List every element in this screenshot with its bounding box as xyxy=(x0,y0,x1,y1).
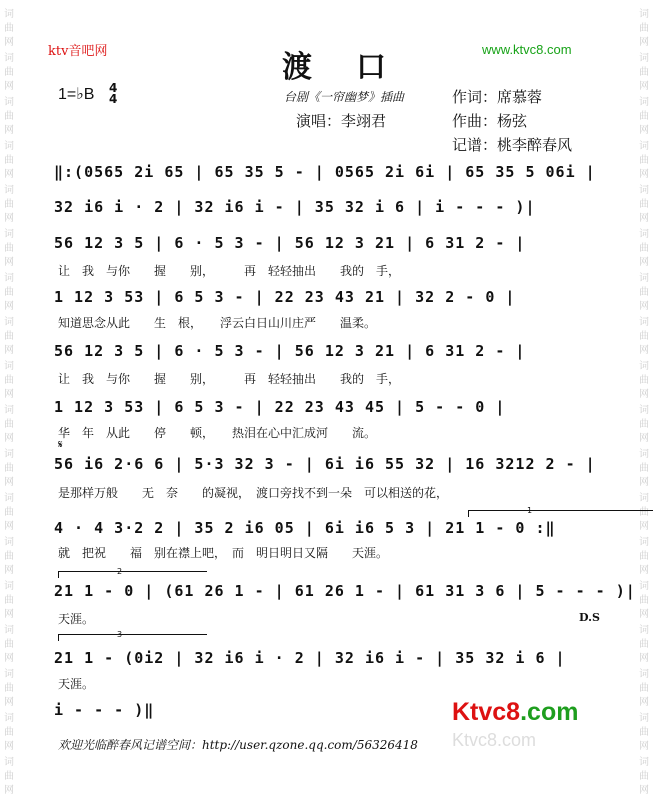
watermark-char: 曲 xyxy=(639,67,649,78)
watermark-char: 词 xyxy=(639,53,649,64)
watermark-char: 网 xyxy=(4,521,14,532)
music-line: 4 · 4 3·2 2 | 35 2 i6 05 | 6i i6 5 3 | 21 1 - 0 :‖ xyxy=(54,519,556,537)
watermark-char: 网 xyxy=(4,301,14,312)
watermark-char: 网 xyxy=(4,477,14,488)
watermark-char: 词 xyxy=(4,97,14,108)
watermark-char: 网 xyxy=(639,257,649,268)
volta-number: 3 xyxy=(117,630,123,639)
music-line: 1 12 3 53 | 6 5 3 - | 22 23 43 45 | 5 - - 0 | xyxy=(54,398,506,416)
transcriber: 记谱：桃李醉春风 xyxy=(452,136,573,154)
watermark-char: 曲 xyxy=(4,639,14,650)
watermark-char: 词 xyxy=(639,317,649,328)
watermark-char: 词 xyxy=(639,713,649,724)
watermark-char: 网 xyxy=(4,81,14,92)
music-line: 56 i6 2·6 6 | 5·3 32 3 - | 6i i6 55 32 | 16 3212 2 - | xyxy=(54,455,596,473)
watermark-char: 曲 xyxy=(4,199,14,210)
watermark-char: 词 xyxy=(4,493,14,504)
watermark-char: 网 xyxy=(4,257,14,268)
lyric-line: 天涯。 xyxy=(58,677,95,691)
watermark-char: 曲 xyxy=(4,375,14,386)
watermark-char: 曲 xyxy=(4,463,14,474)
watermark-char: 网 xyxy=(4,433,14,444)
watermark-char: 网 xyxy=(639,477,649,488)
meter-bottom: 4 xyxy=(109,92,118,106)
watermark-char: 网 xyxy=(639,653,649,664)
watermark-char: 曲 xyxy=(4,243,14,254)
watermark-char: 词 xyxy=(639,625,649,636)
lyric-line: 让 我 与你 握 别， 再 轻轻抽出 我的 手， xyxy=(58,264,401,278)
lyric-line: 就 把祝 福 别在襟上吧， 而 明日明日又隔 天涯。 xyxy=(58,546,389,560)
watermark-char: 曲 xyxy=(4,23,14,34)
watermark-char: 网 xyxy=(4,389,14,400)
music-line: i - - - )‖ xyxy=(54,701,155,719)
music-line: 32 i6 i · 2 | 32 i6 i - | 35 32 i 6 | i - - - )| xyxy=(54,198,536,216)
watermark-char: 曲 xyxy=(639,111,649,122)
watermark-char: 曲 xyxy=(639,771,649,782)
watermark-char: 曲 xyxy=(639,199,649,210)
side-watermark-right xyxy=(637,8,651,800)
watermark-char: 词 xyxy=(4,537,14,548)
watermark-char: 词 xyxy=(639,449,649,460)
watermark-char: 曲 xyxy=(639,287,649,298)
watermark-char: 曲 xyxy=(4,551,14,562)
source-note: 台剧《一帘幽梦》插曲 xyxy=(284,90,405,104)
watermark-char: 词 xyxy=(639,185,649,196)
watermark-char: 网 xyxy=(639,521,649,532)
site-label-right: www.ktvc8.com xyxy=(482,42,572,57)
watermark-char: 网 xyxy=(639,301,649,312)
music-line: 56 12 3 5 | 6 · 5 3 - | 56 12 3 21 | 6 31 2 - | xyxy=(54,234,526,252)
watermark-char: 词 xyxy=(639,537,649,548)
watermark-char: 词 xyxy=(639,581,649,592)
watermark-char: 词 xyxy=(4,9,14,20)
watermark-char: 曲 xyxy=(4,771,14,782)
logo-tail: .com xyxy=(520,698,579,726)
watermark-char: 网 xyxy=(639,609,649,620)
volta-number: 1 xyxy=(527,506,533,515)
music-line: ‖:(0565 2i 65 | 65 35 5 - | 0565 2i 6i | 65 35 5 06i | xyxy=(54,163,596,181)
watermark-char: 曲 xyxy=(4,67,14,78)
music-line: 56 12 3 5 | 6 · 5 3 - | 56 12 3 21 | 6 31 2 - | xyxy=(54,342,526,360)
watermark-char: 词 xyxy=(639,361,649,372)
logo-main: Ktvc8 xyxy=(452,698,521,726)
watermark-char: 网 xyxy=(4,697,14,708)
volta-bracket-1 xyxy=(468,506,653,517)
volta-bracket-2 xyxy=(58,567,207,578)
watermark-char: 曲 xyxy=(639,23,649,34)
watermark-char: 曲 xyxy=(4,683,14,694)
watermark-char: 网 xyxy=(4,565,14,576)
watermark-char: 曲 xyxy=(639,331,649,342)
watermark-char: 网 xyxy=(639,785,649,796)
watermark-char: 网 xyxy=(639,741,649,752)
watermark-char: 词 xyxy=(4,273,14,284)
watermark-char: 网 xyxy=(639,389,649,400)
watermark-char: 网 xyxy=(639,565,649,576)
key-signature: 1=♭B xyxy=(58,86,95,103)
watermark-char: 词 xyxy=(639,273,649,284)
site-label-left: ktv音吧网 xyxy=(48,44,108,59)
watermark-char: 网 xyxy=(4,213,14,224)
singer: 演唱：李翊君 xyxy=(296,112,387,130)
watermark-char: 词 xyxy=(4,317,14,328)
watermark-char: 词 xyxy=(4,713,14,724)
watermark-char: 曲 xyxy=(639,243,649,254)
time-signature xyxy=(109,83,117,105)
song-title: 渡口 xyxy=(282,50,430,85)
watermark-char: 词 xyxy=(4,757,14,768)
watermark-char: 曲 xyxy=(639,595,649,606)
watermark-char: 网 xyxy=(4,345,14,356)
watermark-char: 词 xyxy=(4,625,14,636)
watermark-char: 网 xyxy=(4,125,14,136)
music-line: 21 1 - (0i2 | 32 i6 i · 2 | 32 i6 i - | 35 32 i 6 | xyxy=(54,649,566,667)
watermark-char: 网 xyxy=(639,697,649,708)
watermark-char: 词 xyxy=(4,361,14,372)
watermark-char: 词 xyxy=(4,405,14,416)
lyric-line: 华 年 从此 停 顿， 热泪在心中汇成河 流。 xyxy=(58,426,377,440)
watermark-char: 曲 xyxy=(639,551,649,562)
lyric-line: 知道思念从此 生 根， 浮云白日山川庄严 温柔。 xyxy=(58,316,377,330)
watermark-char: 曲 xyxy=(4,111,14,122)
watermark-char: 曲 xyxy=(639,419,649,430)
watermark-char: 词 xyxy=(639,405,649,416)
composer: 作曲：杨弦 xyxy=(452,112,528,130)
watermark-char: 曲 xyxy=(4,727,14,738)
watermark-char: 词 xyxy=(4,141,14,152)
lyric-line: 让 我 与你 握 别， 再 轻轻抽出 我的 手， xyxy=(58,372,401,386)
music-line: 21 1 - 0 | (61 26 1 - | 61 26 1 - | 61 31 3 6 | 5 - - - )| xyxy=(54,582,636,600)
watermark-char: 词 xyxy=(4,53,14,64)
watermark-char: 词 xyxy=(639,9,649,20)
watermark-char: 曲 xyxy=(4,419,14,430)
watermark-char: 曲 xyxy=(639,507,649,518)
ds-marking: D.S xyxy=(579,611,600,624)
watermark-char: 词 xyxy=(4,581,14,592)
ktvc8-logo xyxy=(452,698,578,727)
watermark-char: 词 xyxy=(639,669,649,680)
watermark-char: 曲 xyxy=(639,463,649,474)
watermark-char: 词 xyxy=(639,493,649,504)
watermark-char: 词 xyxy=(4,669,14,680)
watermark-char: 网 xyxy=(4,169,14,180)
watermark-char: 网 xyxy=(639,125,649,136)
watermark-char: 词 xyxy=(639,229,649,240)
watermark-char: 网 xyxy=(639,345,649,356)
lyric-line: 是那样万般 无 奈 的凝视， 渡口旁找不到一朵 可以相送的花， xyxy=(58,486,449,500)
watermark-char: 词 xyxy=(4,449,14,460)
watermark-char: 词 xyxy=(4,185,14,196)
meter-top: 4 xyxy=(109,81,118,95)
watermark-char: 曲 xyxy=(4,287,14,298)
watermark-char: 词 xyxy=(4,229,14,240)
watermark-char: 词 xyxy=(639,757,649,768)
music-line: 1 12 3 53 | 6 5 3 - | 22 23 43 21 | 32 2 - 0 | xyxy=(54,288,516,306)
watermark-char: 网 xyxy=(4,741,14,752)
watermark-char: 曲 xyxy=(639,155,649,166)
watermark-char: 网 xyxy=(639,81,649,92)
watermark-char: 曲 xyxy=(639,375,649,386)
watermark-char: 网 xyxy=(639,433,649,444)
volta-bracket-3 xyxy=(58,630,207,641)
footer-note: 欢迎光临醉春风记谱空间：http://user.qzone.qq.com/56326418 xyxy=(58,738,418,752)
watermark-char: 网 xyxy=(4,37,14,48)
watermark-char: 网 xyxy=(639,169,649,180)
watermark-char: 网 xyxy=(4,609,14,620)
watermark-char: 曲 xyxy=(639,639,649,650)
watermark-char: 词 xyxy=(639,97,649,108)
watermark-char: 网 xyxy=(639,37,649,48)
watermark-char: 曲 xyxy=(4,507,14,518)
watermark-char: 网 xyxy=(4,653,14,664)
side-watermark-left xyxy=(2,8,16,800)
watermark-char: 曲 xyxy=(639,683,649,694)
watermark-char: 曲 xyxy=(4,595,14,606)
watermark-char: 网 xyxy=(4,785,14,796)
watermark-char: 曲 xyxy=(4,331,14,342)
watermark-char: 词 xyxy=(639,141,649,152)
watermark-char: 曲 xyxy=(639,727,649,738)
watermark-char: 曲 xyxy=(4,155,14,166)
lyricist: 作词：席慕蓉 xyxy=(452,88,543,106)
watermark-char: 网 xyxy=(639,213,649,224)
volta-number: 2 xyxy=(117,567,123,576)
logo-reflection: Ktvc8.com xyxy=(452,730,537,750)
lyric-line: 天涯。 xyxy=(58,612,95,626)
segno-sign: 𝄋 xyxy=(58,438,63,451)
